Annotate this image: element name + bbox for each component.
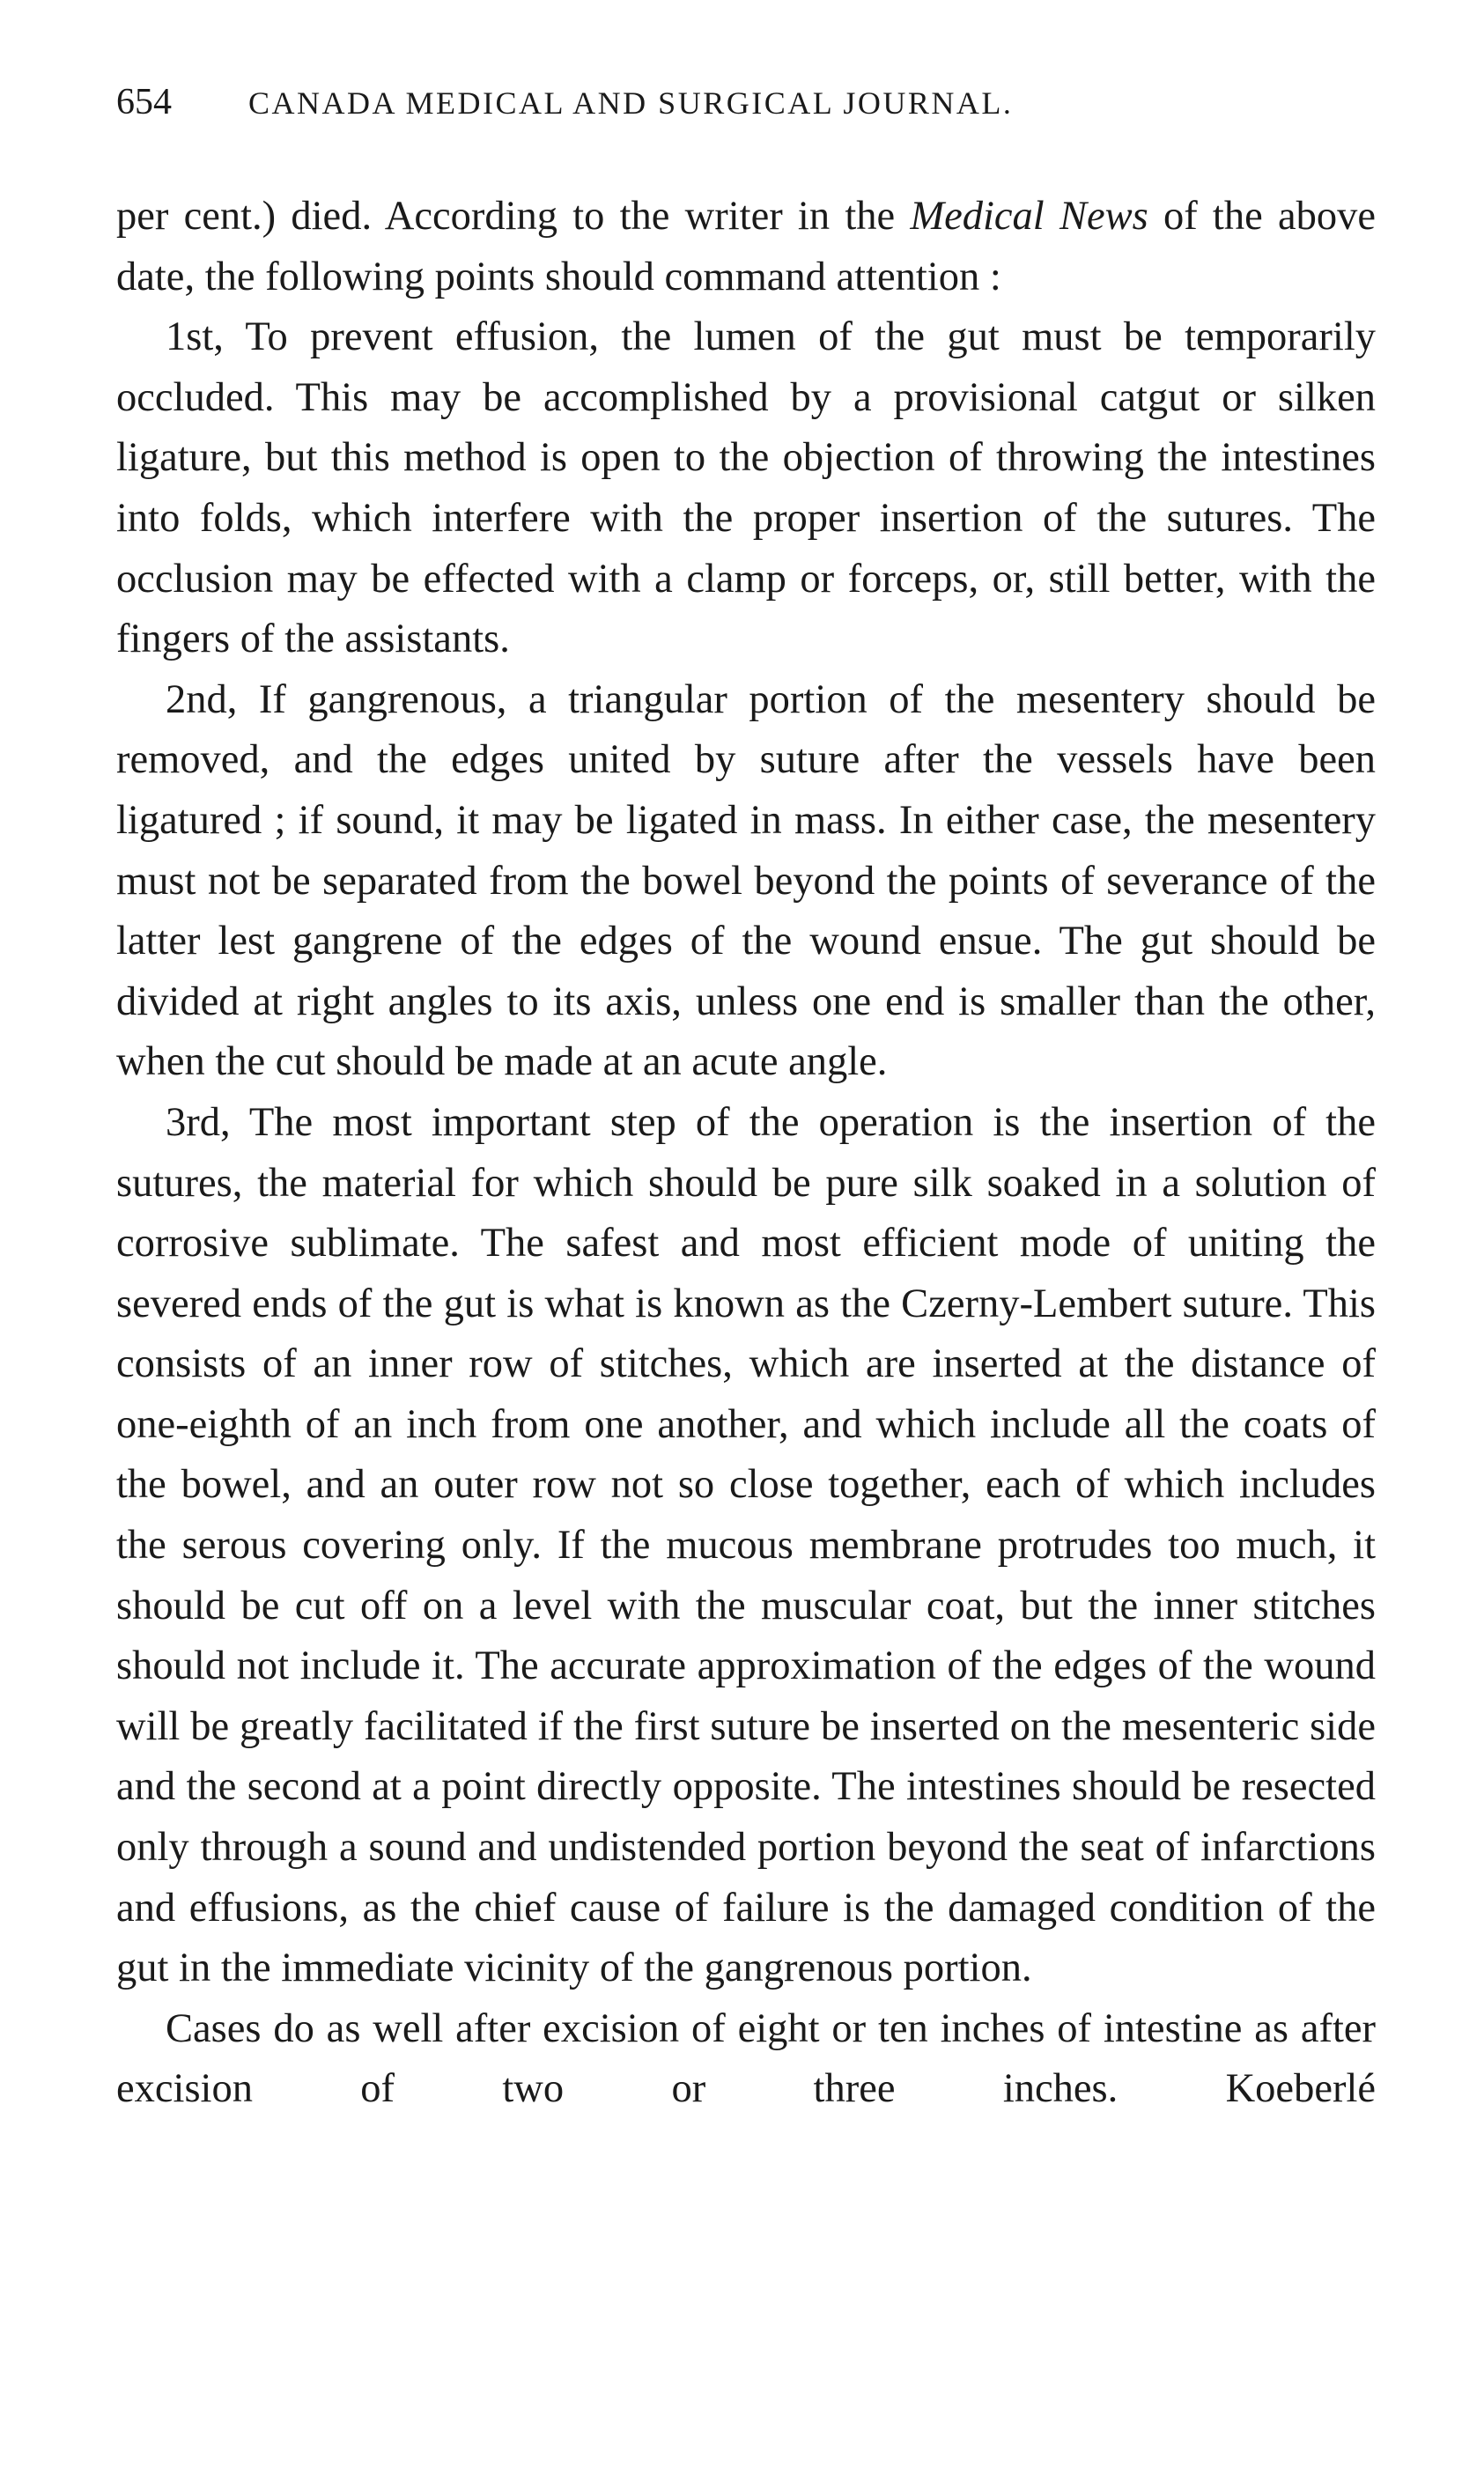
- article-body: [116, 187, 1376, 2120]
- page-number: 654: [116, 82, 172, 122]
- journal-page: [116, 81, 1376, 2120]
- paragraph-point-3: 3rd, The most important step of the operation is the insertion of the sutures, the material for which should be pure silk soaked in a solution of corrosive sublimate. The safest and most efficient mode of uniting the severed ends of the gut is what is known as the Czerny-Lembert suture. This consists of an inner row of stitches, which are inserted at the distance of one-eighth of an inch from one another, and which include all the coats of the bowel, and an outer row not so close together, each of which includes the serous covering only. If the mucous membrane protrudes too much, it should be cut off on a level with the muscular coat, but the inner stitches should not include it. The accurate approximation of the edges of the wound will be greatly facilitated if the first suture be inserted on the mesenteric side and the second at a point directly opposite. The intestines should be resected only through a sound and undistended portion beyond the seat of infarctions and effusions, as the chief cause of failure is the damaged condition of the gut in the immediate vicinity of the gangrenous portion.: [116, 1099, 1376, 1991]
- paragraph-text: of the above date, the following points should command attention :: [116, 194, 1376, 299]
- paragraph-continuation: [116, 187, 1376, 307]
- running-title: CANADA MEDICAL AND SURGICAL JOURNAL.: [248, 85, 1014, 121]
- page-header: [116, 81, 1376, 134]
- paragraph-text: per cent.) died. According to the writer in the: [116, 194, 911, 239]
- journal-name-italic: Medical News: [910, 194, 1148, 239]
- paragraph-cases: Cases do as well after excision of eight or ten inches of intestine as after excision of two or three inches. Koeberlé: [116, 2005, 1376, 2112]
- paragraph-point-1: 1st, To prevent effusion, the lumen of the gut must be temporarily occluded. This may be accomplished by a provisional catgut or silken ligature, but this method is open to the objection of throwing the intestines into folds, which interfere with the proper insertion of the sutures. The occlusion may be effected with a clamp or forceps, or, still better, with the fingers of the assistants.: [116, 314, 1376, 662]
- paragraph-point-2: 2nd, If gangrenous, a triangular portion of the mesentery should be removed, and the edges united by suture after the vessels have been ligatured ; if sound, it may be ligated in mass. In either case, the mesentery must not be separated from the bowel beyond the points of severance of the latter lest gangrene of the edges of the wound ensue. The gut should be divided at right angles to its axis, unless one end is smaller than the other, when the cut should be made at an acute angle.: [116, 676, 1376, 1085]
